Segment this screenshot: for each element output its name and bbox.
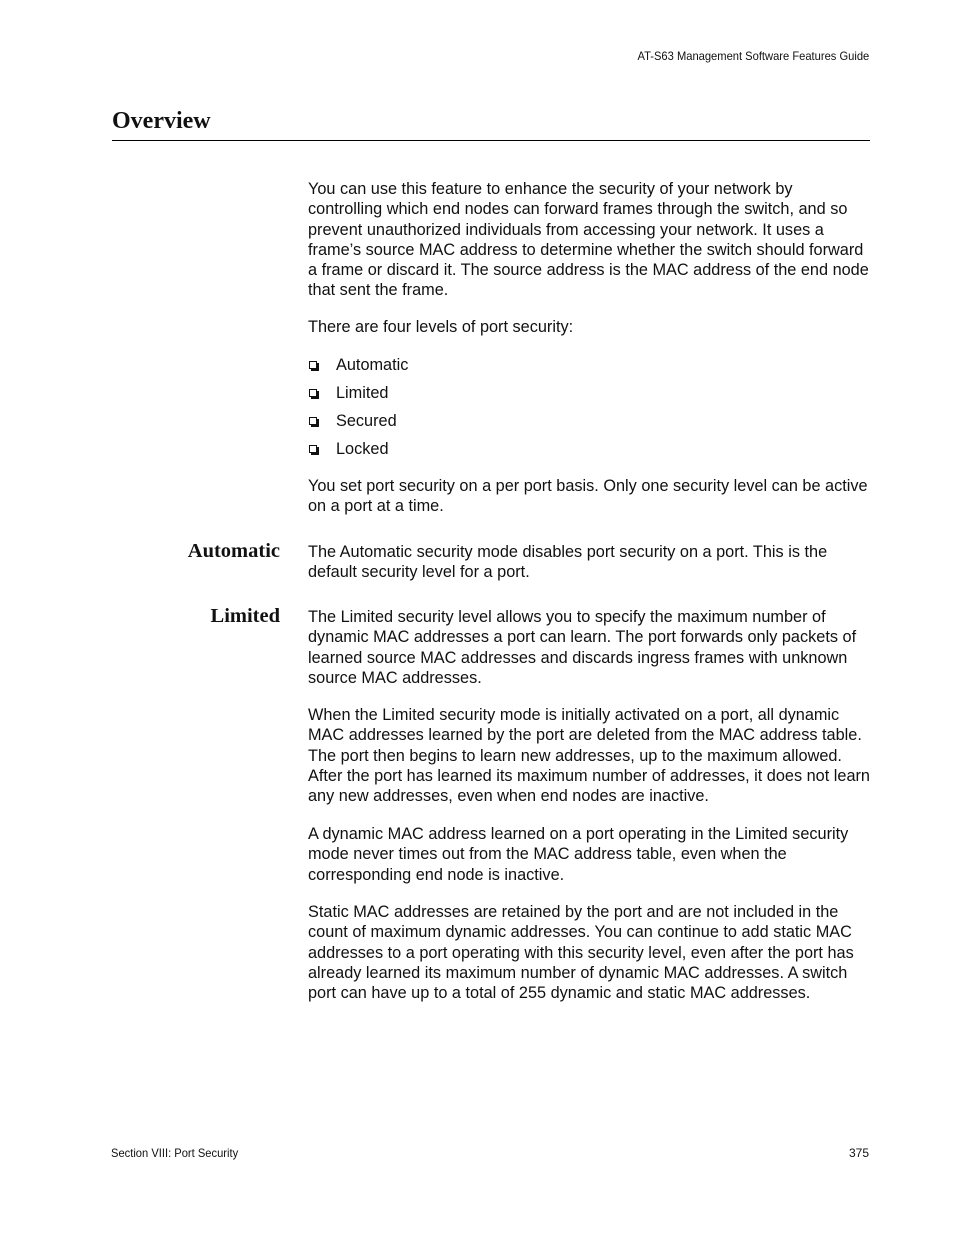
overview-intro bbox=[308, 179, 870, 301]
checkbox-bullet-icon bbox=[309, 361, 317, 369]
limited-paragraph: Static MAC addresses are retained by the port and are not included in the count of maximum dynamic addresses. You can continue to add static MAC addresses to a port operating with this security level, even after the port has already learned its maximum number of dynamic MAC addresses. A switch port can have up to a total of 255 dynamic and static MAC addresses. bbox=[308, 903, 854, 1003]
per-port-note bbox=[308, 476, 870, 517]
automatic-paragraph: The Automatic security mode disables port security on a port. This is the default security level for a port. bbox=[308, 543, 828, 582]
limited-paragraph: When the Limited security mode is initially activated on a port, all dynamic MAC addresses learned by the port are deleted from the MAC address table. The port then begins to learn new addresses, up to the maximum allowed. After the port has learned its maximum number of addresses, it does not learn any new addresses, even when end nodes are inactive. bbox=[308, 706, 870, 806]
per-port-paragraph: You set port security on a per port basis. Only one security level can be active on a port at a time. bbox=[308, 477, 868, 516]
section-title: Overview bbox=[112, 108, 211, 134]
list-item-label: Secured bbox=[336, 412, 397, 430]
levels-lead bbox=[308, 317, 870, 337]
list-item bbox=[308, 439, 870, 467]
security-levels-list bbox=[308, 355, 870, 467]
limited-body-1 bbox=[308, 607, 870, 688]
limited-heading: Limited bbox=[210, 605, 280, 627]
limited-body-3 bbox=[308, 824, 870, 885]
list-item bbox=[308, 411, 870, 439]
overview-intro-paragraph: You can use this feature to enhance the security of your network by controlling which end nodes can forward frames through the switch, and so prevent unauthorized individuals from accessing your network. It uses a frame’s source MAC address to determine whether the switch should forward a frame or discard it. The source address is the MAC address of the end node that sent the frame. bbox=[308, 180, 869, 300]
list-item bbox=[308, 355, 870, 383]
checkbox-bullet-icon bbox=[309, 389, 317, 397]
checkbox-bullet-icon bbox=[309, 445, 317, 453]
list-item bbox=[308, 383, 870, 411]
limited-body-2 bbox=[308, 705, 870, 806]
levels-lead-text: There are four levels of port security: bbox=[308, 318, 574, 336]
checkbox-bullet-icon bbox=[309, 417, 317, 425]
running-header: AT-S63 Management Software Features Guide bbox=[637, 49, 869, 63]
automatic-heading: Automatic bbox=[187, 540, 280, 562]
footer-page-number: 375 bbox=[848, 1146, 869, 1160]
list-item-label: Automatic bbox=[336, 356, 409, 374]
automatic-body bbox=[308, 542, 870, 583]
list-item-label: Locked bbox=[336, 440, 389, 458]
limited-paragraph: The Limited security level allows you to specify the maximum number of dynamic MAC addresses a port can learn. The port forwards only packets of learned source MAC addresses and discards ingress frames with unknown source MAC addresses. bbox=[308, 608, 857, 687]
list-item-label: Limited bbox=[336, 384, 389, 402]
limited-paragraph: A dynamic MAC address learned on a port operating in the Limited security mode never times out from the MAC address table, even when the corresponding end node is inactive. bbox=[308, 825, 849, 884]
footer-section-label: Section VIII: Port Security bbox=[111, 1146, 239, 1160]
limited-body-4 bbox=[308, 902, 870, 1003]
title-rule bbox=[112, 140, 870, 141]
